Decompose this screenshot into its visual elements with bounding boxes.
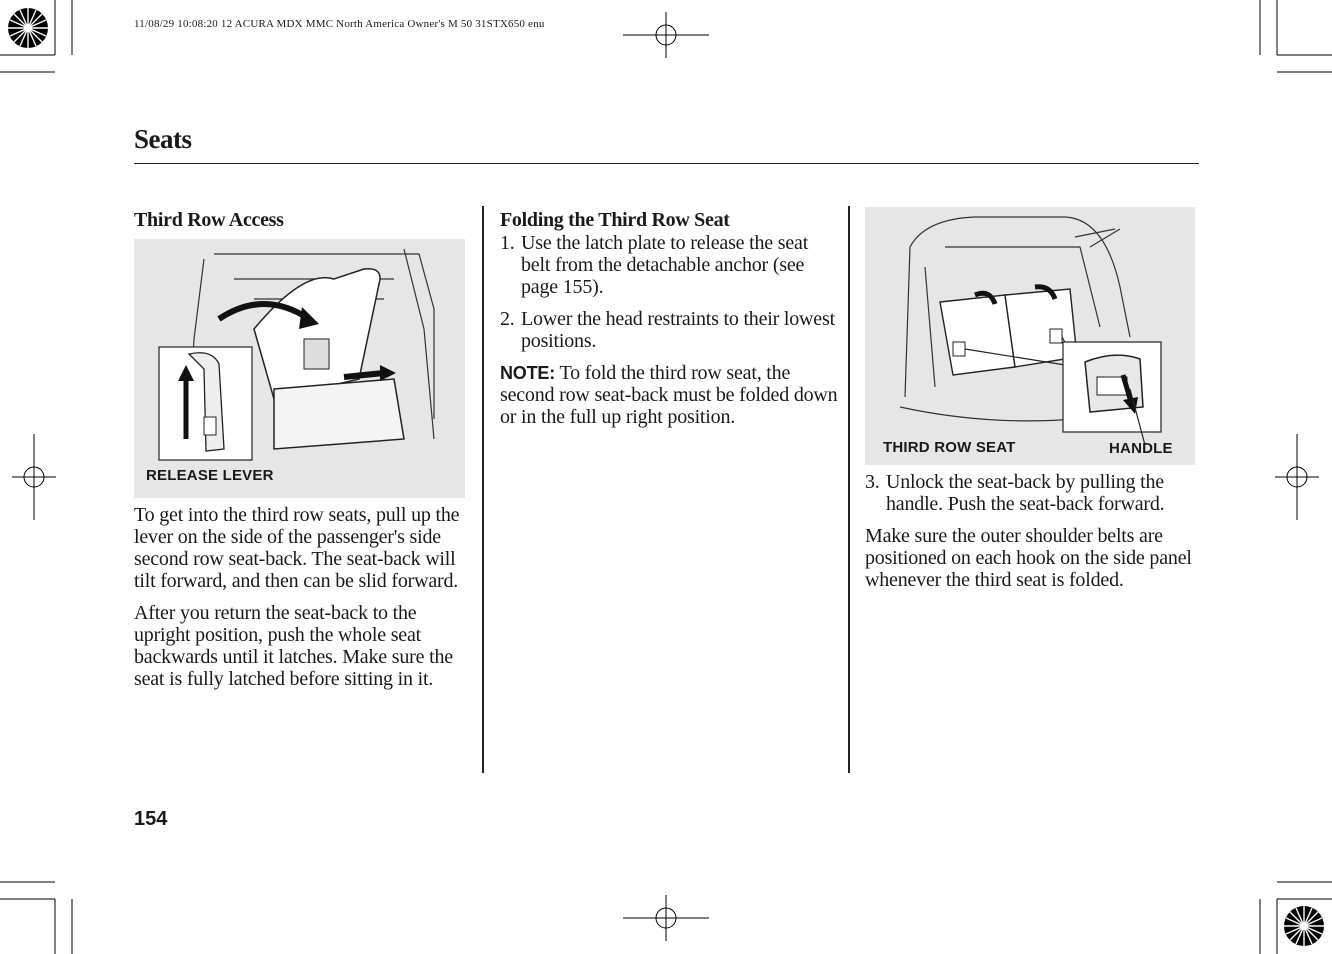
title-rule: [134, 163, 1199, 164]
folding-steps-text: [500, 232, 838, 438]
seat-tilt-illustration: [134, 239, 465, 498]
third-row-access-heading: Third Row Access: [134, 209, 284, 231]
release-lever-figure: [134, 239, 465, 498]
step3-text: [865, 471, 1200, 601]
third-row-seat-figure: [865, 207, 1195, 465]
paragraph: After you return the seat-back to the upright position, push the whole seat backwards until it latches. Make sure the seat is fully latched before sitting in it.: [134, 602, 453, 690]
paragraph: Make sure the outer shoulder belts are positioned on each hook on the side panel whenever the third seat is folded.: [865, 525, 1192, 591]
page-number: 154: [134, 808, 168, 830]
cargo-area-illustration: [865, 207, 1195, 465]
third-row-access-text: [134, 504, 472, 700]
unlock-steps-list: [865, 471, 1200, 515]
column-divider-2: [848, 206, 850, 773]
third-row-seat-label: THIRD ROW SEAT: [883, 439, 1016, 456]
column-divider-1: [482, 206, 484, 773]
note-label: NOTE:: [500, 363, 555, 383]
note-paragraph: NOTE: To fold the third row seat, the second row seat-back must be folded down or in the full up right position.: [500, 362, 838, 428]
list-item: 1. Use the latch plate to release the seat belt from the detachable anchor (see page 155).: [500, 232, 809, 298]
paragraph: To get into the third row seats, pull up the lever on the side of the passenger's side second row seat-back. The seat-back will tilt forward, and then can be slid forward.: [134, 504, 460, 592]
print-slug: 11/08/29 10:08:20 12 ACURA MDX MMC North America Owner's M 50 31STX650 enu: [134, 18, 545, 30]
list-item: 2. Lower the head restraints to their lowest positions.: [500, 308, 835, 352]
list-item: 3. Unlock the seat-back by pulling the handle. Push the seat-back forward.: [865, 471, 1165, 515]
folding-third-row-heading: Folding the Third Row Seat: [500, 209, 730, 231]
handle-label: HANDLE: [1109, 440, 1173, 457]
section-title: Seats: [134, 124, 192, 154]
release-lever-label: RELEASE LEVER: [146, 467, 274, 484]
folding-steps-list: [500, 232, 838, 352]
